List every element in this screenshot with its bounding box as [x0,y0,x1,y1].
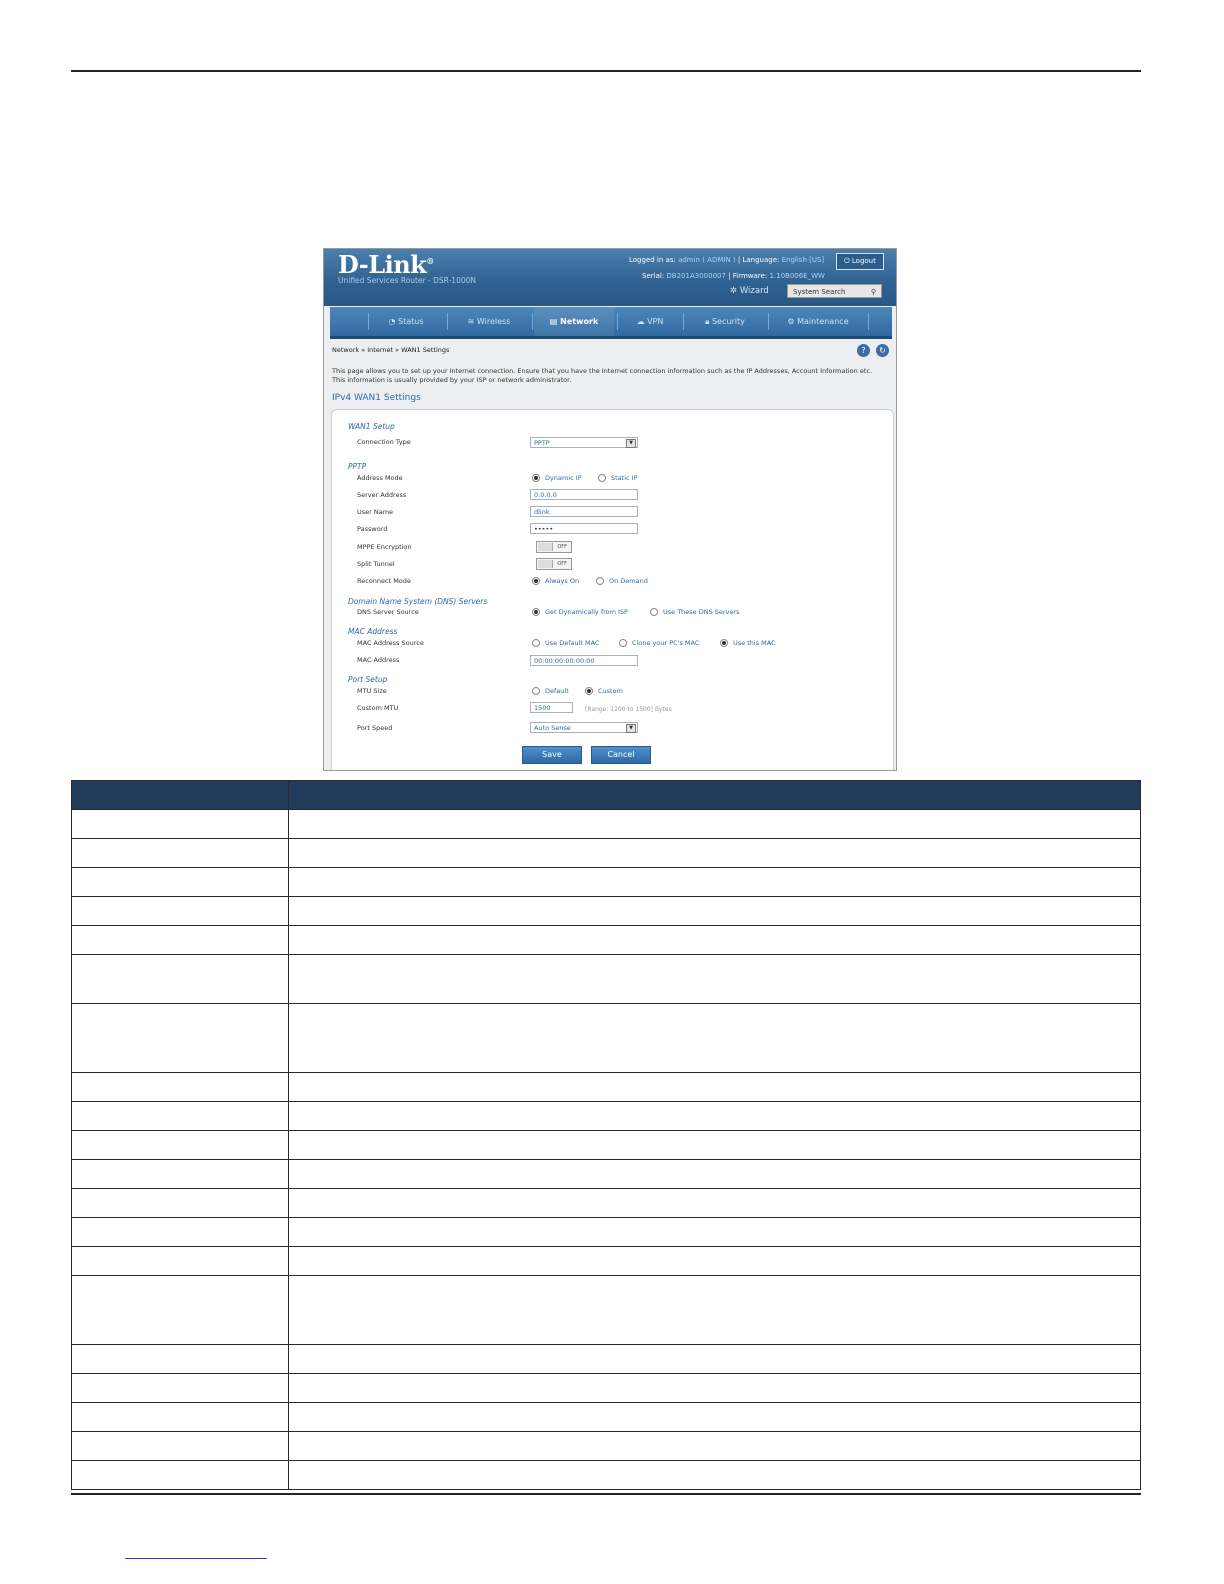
dns-dynamic-radio[interactable]: Get Dynamically from ISP [532,608,628,616]
table-row [72,810,1141,839]
footer-link-underline[interactable] [125,1558,267,1559]
language-link[interactable]: English [US] [781,256,825,264]
user-name-input[interactable]: dlink [530,506,638,517]
dns-source-label: DNS Server Source [357,608,419,616]
cancel-button[interactable]: Cancel [591,746,651,764]
mac-address-label: MAC Address [357,656,400,664]
tab-maintenance[interactable]: ⚙ Maintenance [787,317,849,326]
table-row [72,1004,1141,1073]
address-mode-label: Address Mode [357,474,403,482]
mppe-toggle[interactable]: OFF [536,541,572,553]
dynamic-ip-radio[interactable]: Dynamic IP [532,474,582,482]
port-speed-label: Port Speed [357,724,393,732]
table-row [72,1461,1141,1490]
tab-wireless[interactable]: ≋ Wireless [467,317,511,326]
reconnect-mode-label: Reconnect Mode [357,577,411,585]
mtu-size-label: MTU Size [357,687,387,695]
user-name-label: User Name [357,508,394,516]
group-mac-address: MAC Address [348,627,398,636]
gear-icon: ⚙ [787,317,795,326]
mac-source-label: MAC Address Source [357,639,424,647]
logged-in-user: admin ( ADMIN ) [678,256,736,264]
network-icon: ▤ [549,317,558,326]
group-pptp: PPTP [348,462,367,471]
mtu-default-radio[interactable]: Default [532,687,569,695]
port-speed-select[interactable]: Auto Sense ▼ [530,722,638,733]
chevron-down-icon: ▼ [626,724,636,733]
table-row [72,839,1141,868]
table-bottom-rule [71,1493,1141,1495]
save-button[interactable]: Save [522,746,582,764]
table-row [72,897,1141,926]
split-tunnel-label: Split Tunnel [357,560,395,568]
table-row [72,1073,1141,1102]
logout-button[interactable]: ⏻ Logout [836,253,884,270]
dlink-logo: D-Link® [338,250,434,279]
mtu-custom-radio[interactable]: Custom [585,687,623,695]
wizard-icon: ✲ [730,286,738,296]
mppe-label: MPPE Encryption [357,543,412,551]
settings-panel [331,409,894,771]
table-header-field [72,781,289,810]
mtu-range-hint: [Range: 1200 to 1500] Bytes [585,706,672,713]
chevron-down-icon: ▼ [626,439,636,448]
custom-mtu-label: Custom MTU [357,704,399,712]
breadcrumb: Network » Internet » WAN1 Settings [332,346,450,354]
group-wan1-setup: WAN1 Setup [348,422,395,431]
help-icon[interactable]: ? [857,344,870,357]
wifi-icon: ≋ [467,317,475,326]
table-row [72,1432,1141,1461]
group-port-setup: Port Setup [348,675,388,684]
table-row [72,1403,1141,1432]
table-row [72,1345,1141,1374]
table-header-row [72,781,1141,810]
table-row [72,955,1141,1004]
table-row [72,1102,1141,1131]
refresh-icon[interactable]: ↻ [876,344,889,357]
table-row [72,1218,1141,1247]
lock-icon: 🔒︎ [705,317,710,326]
device-info: Serial: DB201A3000007 | Firmware: 1.10B006E_WW [642,272,825,280]
table-row [72,1160,1141,1189]
password-label: Password [357,525,388,533]
router-screenshot [323,248,897,771]
table-row [72,1189,1141,1218]
field-description-table [71,780,1141,1490]
dns-static-radio[interactable]: Use These DNS Servers [650,608,740,616]
table-header-description [289,781,1141,810]
table-row [72,926,1141,955]
tab-status[interactable]: ◔ Status [388,317,424,326]
tab-network[interactable]: ▤ Network [534,307,614,336]
table-row [72,868,1141,897]
server-address-label: Server Address [357,491,407,499]
server-address-input[interactable]: 0.0.0.0 [530,489,638,500]
wizard-link[interactable]: ✲ Wizard [730,286,769,296]
connection-type-label: Connection Type [357,438,411,446]
cloud-icon: ☁ [636,317,645,326]
mac-address-input[interactable]: 00:00:00:00:00:00 [530,655,638,666]
always-on-radio[interactable]: Always On [532,577,579,585]
connection-type-select[interactable]: PPTP ▼ [530,437,638,448]
password-input[interactable]: ••••• [530,523,638,534]
static-ip-radio[interactable]: Static IP [598,474,638,482]
table-row [72,1276,1141,1345]
login-info: Logged in as: admin ( ADMIN ) | Language: English [US] [629,256,825,264]
section-title: IPv4 WAN1 Settings [332,393,421,403]
system-search-input[interactable]: System Search ⚲ [787,284,882,298]
mac-default-radio[interactable]: Use Default MAC [532,639,600,647]
split-tunnel-toggle[interactable]: OFF [536,558,572,570]
search-icon: ⚲ [870,288,876,296]
table-row [72,1374,1141,1403]
group-dns: Domain Name System (DNS) Servers [348,597,488,606]
router-header [324,249,896,306]
page-description: This page allows you to set up your Internet connection. Ensure that you have the Internet connection information such as the IP Addresses, Account Information etc. This information is usually provided by your ISP or network administrator. [332,367,873,384]
on-demand-radio[interactable]: On Demand [596,577,648,585]
custom-mtu-input[interactable]: 1500 [530,702,573,713]
top-rule [71,70,1141,72]
router-model: Unified Services Router - DSR-1000N [338,276,476,285]
table-row [72,1247,1141,1276]
mac-this-radio[interactable]: Use this MAC [720,639,776,647]
gauge-icon: ◔ [388,317,396,326]
main-nav [330,307,892,339]
tab-security[interactable]: 🔒︎ Security [705,317,745,326]
mac-clone-radio[interactable]: Clone your PC's MAC [619,639,699,647]
table-row [72,1131,1141,1160]
tab-vpn[interactable]: ☁ VPN [636,317,664,326]
